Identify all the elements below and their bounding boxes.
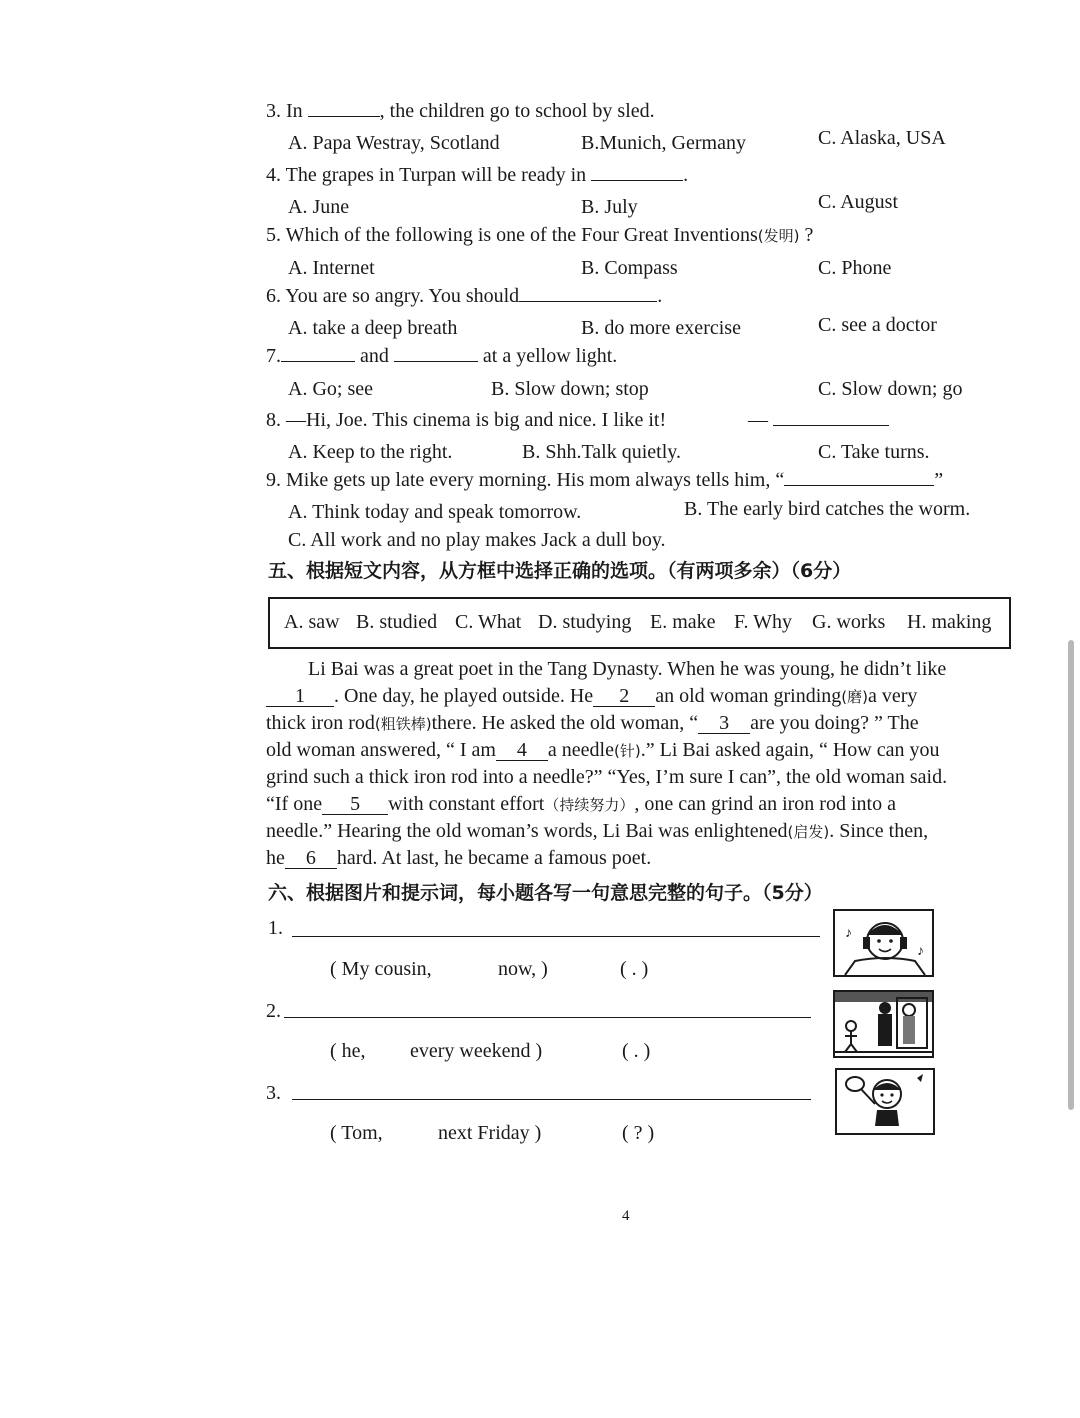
passage-zh-note: （持续努力）	[544, 796, 635, 814]
section-6-title: 六、根据图片和提示词，每小题各写一句意思完整的句子。（5分）	[268, 882, 823, 904]
q8-option-c: C. Take turns.	[818, 441, 930, 463]
q9-option-a: A. Think today and speak tomorrow.	[288, 501, 582, 523]
q8-blank	[773, 407, 889, 426]
word-bank-box	[268, 597, 1011, 649]
q7-number: 7.	[266, 345, 281, 367]
passage-text: . Since then,	[829, 820, 929, 842]
blank-3: 3	[698, 713, 750, 734]
girl-headphones-icon	[835, 911, 932, 975]
word-option: E. make	[650, 611, 716, 633]
passage-text: a very	[868, 685, 918, 707]
passage-line-8	[266, 845, 996, 872]
writing-item-3-number: 3.	[266, 1082, 281, 1104]
q6-option-c: C. see a doctor	[818, 314, 937, 336]
question-4-stem	[266, 162, 688, 188]
q7-blank-1	[281, 343, 355, 362]
hint-2-subject: ( he,	[330, 1040, 366, 1062]
q4-end: .	[683, 164, 689, 186]
q8-option-b: B. Shh.Talk quietly.	[522, 441, 681, 463]
passage-line-7	[266, 818, 996, 846]
passage-zh-note: (粗铁棒)	[374, 715, 432, 733]
picture-boy-playing-badminton	[835, 1068, 935, 1135]
q5-option-a: A. Internet	[288, 257, 375, 279]
q9-text: 9. Mike gets up late every morning. His mom always tells him, “	[266, 469, 785, 491]
badminton-boy-icon	[837, 1070, 933, 1133]
q6-option-a: A. take a deep breath	[288, 317, 458, 339]
writing-item-2-number: 2.	[266, 1000, 281, 1022]
q3-option-c: C. Alaska, USA	[818, 127, 946, 149]
passage-line-4	[266, 737, 996, 765]
word-option: B. studied	[356, 611, 438, 633]
word-option: H. making	[907, 611, 992, 633]
q7-and: and	[355, 345, 394, 367]
svg-text:♪: ♪	[917, 944, 924, 959]
word-option: C. What	[455, 611, 522, 633]
q3-option-a: A. Papa Westray, Scotland	[288, 132, 500, 154]
q4-text: 4. The grapes in Turpan will be ready in	[266, 164, 592, 186]
q7-option-a: A. Go; see	[288, 378, 373, 400]
passage-text: , one can grind an iron rod into a	[634, 793, 896, 815]
q4-blank	[591, 162, 683, 181]
hint-3-subject: ( Tom,	[330, 1122, 383, 1144]
section-5-title: 五、根据短文内容，从方框中选择正确的选项。（有两项多余）（6分）	[268, 560, 852, 582]
passage-zh-note: (磨)	[841, 688, 868, 706]
q5-option-b: B. Compass	[581, 257, 678, 279]
passage-text: . One day, he played outside. He	[334, 685, 594, 707]
passage-text: .” Li Bai asked again, “ How can you	[640, 739, 940, 761]
writing-line-3[interactable]	[292, 1099, 811, 1100]
hint-1-subject: ( My cousin,	[330, 958, 432, 980]
q7-option-b: B. Slow down; stop	[491, 378, 649, 400]
passage-text: “If one	[266, 793, 323, 815]
passage-text: needle.” Hearing the old woman’s words, Li Bai was enlightened	[266, 820, 788, 842]
passage-line-6	[266, 791, 996, 819]
passage-text: old woman answered, “ I am	[266, 739, 496, 761]
q9-option-b: B. The early bird catches the worm.	[684, 498, 971, 520]
writing-item-1-number: 1.	[268, 917, 283, 939]
q5-text: 5. Which of the following is one of the Four Great Inventions	[266, 224, 758, 246]
question-6-stem	[266, 283, 662, 309]
question-7-stem	[266, 343, 617, 369]
q9-option-c: C. All work and no play makes Jack a dull boy.	[288, 529, 666, 551]
passage-line-1: Li Bai was a great poet in the Tang Dynasty. When he was young, he didn’t like	[308, 658, 947, 680]
hint-1-punct: ( . )	[620, 958, 649, 980]
writing-line-2[interactable]	[284, 1017, 811, 1018]
q4-option-c: C. August	[818, 191, 899, 213]
writing-line-1[interactable]	[292, 936, 820, 937]
q5-end: ?	[799, 224, 814, 246]
question-3-stem	[266, 98, 655, 124]
picture-visiting-grandparents	[833, 990, 934, 1058]
word-option: D. studying	[538, 611, 632, 633]
passage-text: thick iron rod	[266, 712, 375, 734]
page-number: 4	[622, 1208, 630, 1224]
blank-1: 1	[266, 686, 334, 707]
passage-text: he	[266, 847, 285, 869]
passage-text: a needle	[547, 739, 614, 761]
q8-answer	[748, 407, 889, 433]
q8-dash: —	[748, 409, 768, 431]
passage-line-2	[266, 683, 996, 711]
blank-4: 4	[496, 740, 548, 761]
q9-end: ”	[934, 469, 944, 491]
word-option: A. saw	[284, 611, 340, 633]
family-scene-icon	[835, 992, 932, 1056]
word-option: G. works	[812, 611, 886, 633]
q3-text-a: 3. In	[266, 100, 308, 122]
q6-option-b: B. do more exercise	[581, 317, 741, 339]
q3-blank	[308, 98, 380, 117]
passage-text: are you doing? ” The	[750, 712, 919, 734]
q5-zh-note: (发明)	[757, 227, 800, 245]
q4-option-b: B. July	[581, 196, 638, 218]
hint-2-punct: ( . )	[622, 1040, 651, 1062]
passage-line-3	[266, 710, 996, 738]
passage-line-5: grind such a thick iron rod into a needle?” “Yes, I’m sure I can”, the old woman said.	[266, 766, 948, 788]
q7-blank-2	[394, 343, 478, 362]
passage-text: with constant effort	[388, 793, 545, 815]
q3-option-b: B.Munich, Germany	[581, 132, 746, 154]
passage-text: an old woman grinding	[655, 685, 842, 707]
question-9-stem	[266, 467, 943, 493]
q8-option-a: A. Keep to the right.	[288, 441, 453, 463]
word-option: F. Why	[734, 611, 793, 633]
passage-zh-note: (启发)	[787, 823, 830, 841]
blank-6: 6	[285, 848, 337, 869]
hint-1-time: now, )	[498, 958, 548, 980]
q7-end: at a yellow light.	[477, 345, 618, 367]
q6-end: .	[657, 285, 663, 307]
picture-girl-listening-music	[833, 909, 934, 977]
q6-blank	[519, 283, 657, 302]
hint-3-punct: ( ? )	[622, 1122, 655, 1144]
q9-blank	[784, 467, 934, 486]
svg-text:♪: ♪	[845, 926, 852, 941]
q4-option-a: A. June	[288, 196, 350, 218]
q5-option-c: C. Phone	[818, 257, 892, 279]
blank-5: 5	[322, 794, 388, 815]
passage-zh-note: (针)	[614, 742, 641, 760]
blank-2: 2	[593, 686, 655, 707]
hint-3-time: next Friday )	[438, 1122, 542, 1144]
passage-text: hard. At last, he became a famous poet.	[336, 847, 652, 869]
hint-2-time: every weekend )	[410, 1040, 543, 1062]
scrollbar[interactable]	[1068, 640, 1074, 1110]
q3-text-b: , the children go to school by sled.	[379, 100, 655, 122]
q6-text: 6. You are so angry. You should	[266, 285, 520, 307]
question-8-stem: 8. —Hi, Joe. This cinema is big and nice. I like it!	[266, 409, 667, 431]
q7-option-c: C. Slow down; go	[818, 378, 963, 400]
question-5-stem	[266, 222, 813, 249]
passage-text: there. He asked the old woman, “	[431, 712, 699, 734]
